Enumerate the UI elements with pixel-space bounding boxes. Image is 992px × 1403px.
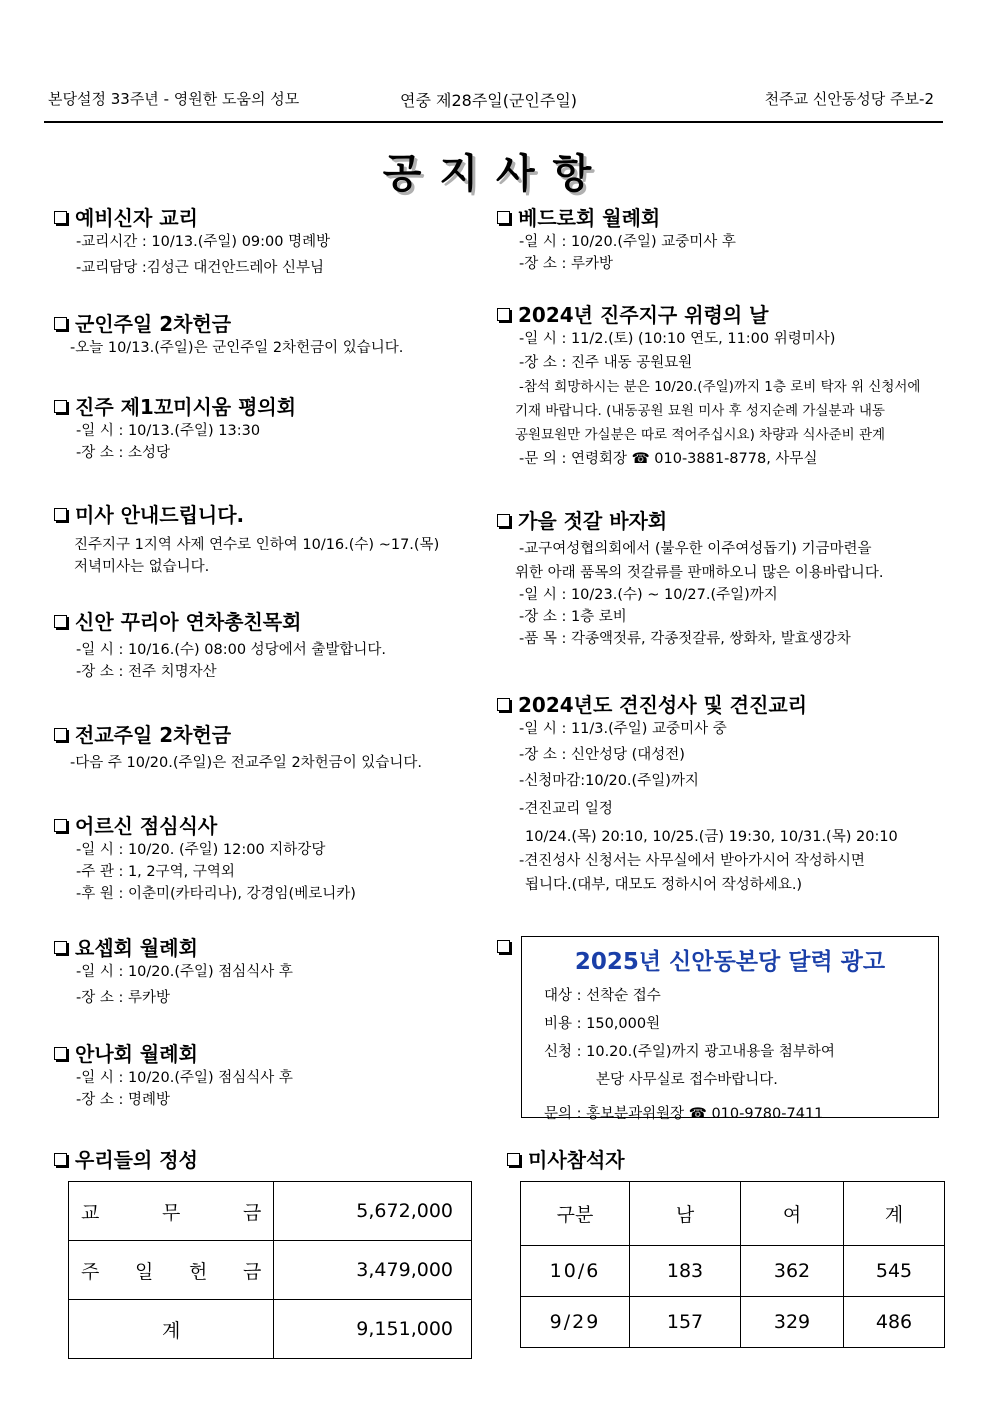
notice-joseph-meeting <box>54 935 293 1009</box>
ad-title: 2025년 신안동본당 달력 광고 <box>574 949 886 975</box>
table-row <box>69 1241 472 1300</box>
table-cell: 545 <box>844 1246 945 1297</box>
section-title: 안나회 월례회 <box>75 1042 198 1066</box>
notice-line: -일 시 : 10/13.(주일) 13:30 <box>76 423 261 439</box>
section-title: 어르신 점심식사 <box>75 814 218 838</box>
offering-value: 5,672,000 <box>274 1182 472 1241</box>
section-title: 신안 꾸리아 연차총친목회 <box>75 610 302 634</box>
table-cell: 329 <box>741 1297 844 1348</box>
calendar-ad-box <box>521 936 939 1122</box>
notice-line: -신청마감:10/20.(주일)까지 <box>519 773 699 789</box>
column-header: 계 <box>844 1182 945 1246</box>
section-title: 미사 안내드립니다. <box>75 503 245 527</box>
notice-elderly-lunch <box>54 813 356 905</box>
notice-line: -후 원 : 이춘미(카타리나), 강경임(베로니카) <box>76 886 356 902</box>
notice-line: -견진성사 신청서는 사무실에서 받아가시어 작성하시면 <box>519 853 865 869</box>
checkbox-bullet-icon <box>54 211 67 224</box>
checkbox-bullet-icon <box>54 819 67 832</box>
notice-line: 진주지구 1지역 사제 연수로 인하여 10/16.(수) ~17.(목) <box>74 537 440 553</box>
checkbox-bullet-icon <box>54 317 67 330</box>
notice-catechumen-class <box>54 205 330 279</box>
section-title: 2024년 진주지구 위령의 날 <box>518 303 769 327</box>
section-title: 예비신자 교리 <box>75 206 198 230</box>
notice-line: -일 시 : 10/20.(주일) 교중미사 후 <box>519 234 736 250</box>
notice-line: -장 소 : 1층 로비 <box>519 609 627 625</box>
checkbox-bullet-icon <box>54 508 67 521</box>
column-header: 구분 <box>521 1182 630 1246</box>
checkbox-bullet-icon <box>497 514 510 527</box>
table-cell: 183 <box>630 1246 741 1297</box>
notice-peter-meeting <box>497 205 736 275</box>
notice-all-souls-day <box>497 302 920 470</box>
notice-line: -일 시 : 10/20.(주일) 점심식사 후 <box>76 964 293 980</box>
section-title: 전교주일 2차헌금 <box>75 723 232 747</box>
notice-line: -참석 희망하시는 분은 10/20.(주일)까지 1층 로비 탁자 위 신청서에 <box>519 379 921 395</box>
notice-mission-offering <box>54 722 422 774</box>
section-title: 요셉회 월례회 <box>75 936 198 960</box>
table-cell: 9/29 <box>521 1297 630 1348</box>
header-divider <box>44 121 943 123</box>
column-header: 여 <box>741 1182 844 1246</box>
attendance-section <box>507 1147 625 1173</box>
notice-line: -일 시 : 11/2.(토) (10:10 연도, 11:00 위령미사) <box>519 331 836 347</box>
checkbox-bullet-icon <box>497 308 510 321</box>
checkbox-bullet-icon <box>507 1153 520 1166</box>
table-row <box>521 1246 945 1297</box>
offering-section <box>54 1147 198 1173</box>
notice-line: -장 소 : 진주 내동 공원묘원 <box>519 355 693 371</box>
notice-line: -일 시 : 11/3.(주일) 교중미사 중 <box>519 721 727 737</box>
notice-line: 저녁미사는 없습니다. <box>74 559 210 575</box>
ad-line: 본당 사무실로 접수바랍니다. <box>596 1072 778 1088</box>
checkbox-bullet-icon <box>54 1047 67 1060</box>
checkbox-bullet-icon <box>497 698 510 711</box>
notice-line: -장 소 : 신안성당 (대성전) <box>519 747 685 763</box>
header-center: 연중 제28주일(군인주일) <box>400 91 578 110</box>
notice-line: 공원묘원만 가실분은 따로 적어주십시요) 차량과 식사준비 관계 <box>515 427 886 443</box>
checkbox-bullet-icon <box>54 615 67 628</box>
notice-salted-fish-bazaar <box>497 508 883 650</box>
notice-line: -일 시 : 10/16.(수) 08:00 성당에서 출발합니다. <box>76 642 386 658</box>
checkbox-bullet-icon <box>54 1153 67 1166</box>
table-cell: 157 <box>630 1297 741 1348</box>
notice-line: 위한 아래 품목의 젓갈류를 판매하오니 많은 이용바랍니다. <box>515 565 884 581</box>
notice-line: -장 소 : 루카방 <box>76 990 170 1006</box>
offering-table <box>68 1181 472 1359</box>
notice-line: -장 소 : 전주 치명자산 <box>76 664 217 680</box>
notice-anna-meeting <box>54 1041 293 1111</box>
notice-mass-info <box>54 502 439 578</box>
notice-line: -일 시 : 10/20.(주일) 점심식사 후 <box>76 1070 293 1086</box>
notice-line: 기재 바랍니다. (내동공원 묘원 미사 후 성지순례 가실분과 내동 <box>515 403 885 419</box>
offering-label: 주 일 헌 금 <box>69 1241 274 1300</box>
offering-label: 교 무 금 <box>69 1182 274 1241</box>
notice-line: -주 관 : 1, 2구역, 구역외 <box>76 864 235 880</box>
offering-value: 9,151,000 <box>274 1300 472 1359</box>
notice-line: -교구여성협의회에서 (불우한 이주여성돕기) 기금마련을 <box>519 541 872 557</box>
ad-line: 비용 : 150,000원 <box>544 1016 661 1032</box>
section-title: 가을 젓갈 바자회 <box>518 509 668 533</box>
notice-line: 10/24.(목) 20:10, 10/25.(금) 19:30, 10/31.(목) 20:10 <box>525 829 898 845</box>
notice-line: -다음 주 10/20.(주일)은 전교주일 2차헌금이 있습니다. <box>70 755 422 771</box>
notice-line: -품 목 : 각종액젓류, 각종젓갈류, 쌍화차, 발효생강차 <box>519 631 851 647</box>
section-title: 미사참석자 <box>528 1148 625 1172</box>
ad-line: 문의 : 홍보분과위원장 ☎ 010-9780-7411 <box>544 1106 824 1122</box>
section-title: 진주 제1꼬미시움 평의회 <box>75 395 297 419</box>
column-header: 남 <box>630 1182 741 1246</box>
notice-line: -일 시 : 10/20. (주일) 12:00 지하강당 <box>76 842 326 858</box>
checkbox-bullet-icon <box>497 211 510 224</box>
notice-line: -장 소 : 루카방 <box>519 256 613 272</box>
notice-line: -일 시 : 10/23.(수) ~ 10/27.(주일)까지 <box>519 587 778 603</box>
section-title: 우리들의 정성 <box>75 1148 198 1172</box>
notice-line: 됩니다.(대부, 대모도 정하시어 작성하세요.) <box>525 877 803 893</box>
notice-line: -오늘 10/13.(주일)은 군인주일 2차헌금이 있습니다. <box>70 340 404 356</box>
section-title: 군인주일 2차헌금 <box>75 312 232 336</box>
notice-line: -견진교리 일정 <box>519 801 613 817</box>
table-row <box>521 1297 945 1348</box>
table-header-row <box>521 1182 945 1246</box>
ad-line: 신청 : 10.20.(주일)까지 광고내용을 첨부하여 <box>544 1044 835 1060</box>
notice-line: -교리담당 :김성근 대건안드레아 신부님 <box>76 260 325 276</box>
section-title: 베드로회 월례회 <box>518 206 661 230</box>
checkbox-bullet-icon <box>497 940 510 953</box>
table-cell: 486 <box>844 1297 945 1348</box>
checkbox-bullet-icon <box>54 941 67 954</box>
notice-military-offering <box>54 311 403 359</box>
table-cell: 10/6 <box>521 1246 630 1297</box>
header-right: 천주교 신안동성당 주보-2 <box>764 90 934 108</box>
notice-line: -교리시간 : 10/13.(주일) 09:00 명례방 <box>76 234 331 250</box>
offering-label: 계 <box>69 1300 274 1359</box>
page-title: 공지사항 <box>382 151 610 197</box>
checkbox-bullet-icon <box>54 400 67 413</box>
notice-line: -장 소 : 소성당 <box>76 445 170 461</box>
table-row <box>69 1182 472 1241</box>
ad-bullet <box>497 934 518 960</box>
notice-curia-outing <box>54 609 386 683</box>
notice-line: -장 소 : 명례방 <box>76 1092 170 1108</box>
notice-confirmation <box>497 692 898 896</box>
notice-line: -문 의 : 연령회장 ☎ 010-3881-8778, 사무실 <box>519 451 818 467</box>
attendance-table <box>520 1181 945 1348</box>
table-row <box>69 1300 472 1359</box>
offering-value: 3,479,000 <box>274 1241 472 1300</box>
section-title: 2024년도 견진성사 및 견진교리 <box>518 693 808 717</box>
header-left: 본당설정 33주년 - 영원한 도움의 성모 <box>48 90 300 108</box>
ad-line: 대상 : 선착순 접수 <box>544 988 661 1004</box>
checkbox-bullet-icon <box>54 728 67 741</box>
notice-comitium-meeting <box>54 394 296 464</box>
table-cell: 362 <box>741 1246 844 1297</box>
